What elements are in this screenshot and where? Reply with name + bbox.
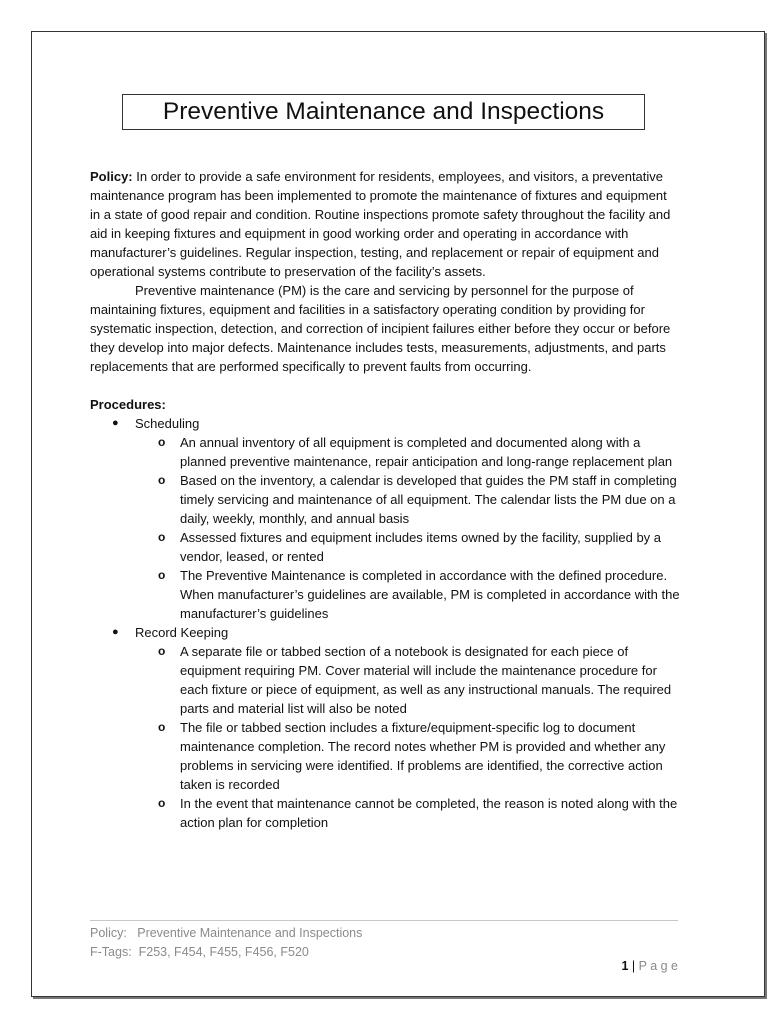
sub-bullet-icon: o	[158, 568, 166, 582]
pm-paragraph: Preventive maintenance (PM) is the care and servicing by personnel for the purpose of maintaining fixtures, equipment and facilities in a satisfactory operating condition by providing for systematic inspection, detection, and correction of incipient failures either before they occur or before they develop into major defects. Maintenance includes tests, measurements, adjustments, and parts replacements that are performed specifically to prevent faults from occurring.	[90, 283, 671, 374]
policy-label: Policy:	[90, 169, 133, 184]
list-item	[135, 794, 680, 832]
page-word: P a g e	[638, 959, 678, 973]
sub-bullet-icon: o	[158, 473, 166, 487]
list-item-text: The Preventive Maintenance is completed in accordance with the defined procedure. When manufacturer’s guidelines are available, PM is completed in accordance with the manufacturer’s guidelines	[180, 568, 680, 621]
policy-text: In order to provide a safe environment for residents, employees, and visitors, a preventative maintenance program has been implemented to promote the maintenance of fixtures and equipment in a state of good repair and condition. Routine inspections promote safety throughout the facility and aid in keeping fixtures and equipment in good working order and operating in accordance with manufacturer’s guidelines. Regular inspection, testing, and replacement or repair of equipment and operational systems contribute to preservation of the facility’s assets.	[90, 169, 671, 279]
footer-divider	[90, 920, 678, 921]
sub-bullet-icon: o	[158, 435, 166, 449]
section-record-keeping	[90, 623, 680, 832]
list-item-text: A separate file or tabbed section of a notebook is designated for each piece of equipment requiring PM. Cover material will include the maintenance procedure for each fixture or piece of equipment, as well as any instructional manuals. The required parts and material list will also be noted	[180, 644, 672, 716]
page-number-separator: |	[628, 959, 639, 973]
procedures-heading: Procedures:	[90, 397, 166, 412]
sub-bullet-icon: o	[158, 530, 166, 544]
list-item	[135, 433, 680, 471]
sub-bullet-icon: o	[158, 796, 166, 810]
section-label: Scheduling	[135, 416, 200, 431]
footer-policy-line: Policy: Preventive Maintenance and Inspections	[90, 926, 363, 940]
document-body	[90, 167, 680, 832]
list-item	[135, 642, 680, 718]
page-number	[621, 959, 678, 973]
title-box	[122, 94, 645, 130]
bullet-icon: ●	[112, 417, 119, 429]
sub-bullet-icon: o	[158, 644, 166, 658]
section-scheduling	[90, 414, 680, 623]
record-keeping-items	[135, 642, 680, 832]
list-item	[135, 566, 680, 623]
list-item-text: In the event that maintenance cannot be completed, the reason is noted along with the action plan for completion	[180, 796, 678, 830]
sub-bullet-icon: o	[158, 720, 166, 734]
policy-paragraph	[90, 167, 680, 281]
footer	[90, 924, 362, 962]
list-item	[135, 528, 680, 566]
section-label: Record Keeping	[135, 625, 229, 640]
scheduling-items	[135, 433, 680, 623]
bullet-icon: ●	[112, 626, 119, 638]
list-item	[135, 718, 680, 794]
list-item-text: The file or tabbed section includes a fixture/equipment-specific log to document maintenance completion. The record notes whether PM is provided and whether any problems in servicing were identified. If problems are identified, the corrective action taken is recorded	[180, 720, 666, 792]
footer-ftags-line: F-Tags: F253, F454, F455, F456, F520	[90, 945, 309, 959]
list-item-text: An annual inventory of all equipment is completed and documented along with a planned preventive maintenance, repair anticipation and long-range replacement plan	[180, 435, 673, 469]
page-title: Preventive Maintenance and Inspections	[162, 98, 605, 125]
procedures-list	[90, 414, 680, 832]
page-number-value: 1	[621, 959, 629, 973]
list-item	[135, 471, 680, 528]
list-item-text: Based on the inventory, a calendar is developed that guides the PM staff in completing timely servicing and maintenance of all equipment. The calendar lists the PM due on a daily, weekly, monthly, and annual basis	[180, 473, 677, 526]
list-item-text: Assessed fixtures and equipment includes items owned by the facility, supplied by a vendor, leased, or rented	[180, 530, 662, 564]
